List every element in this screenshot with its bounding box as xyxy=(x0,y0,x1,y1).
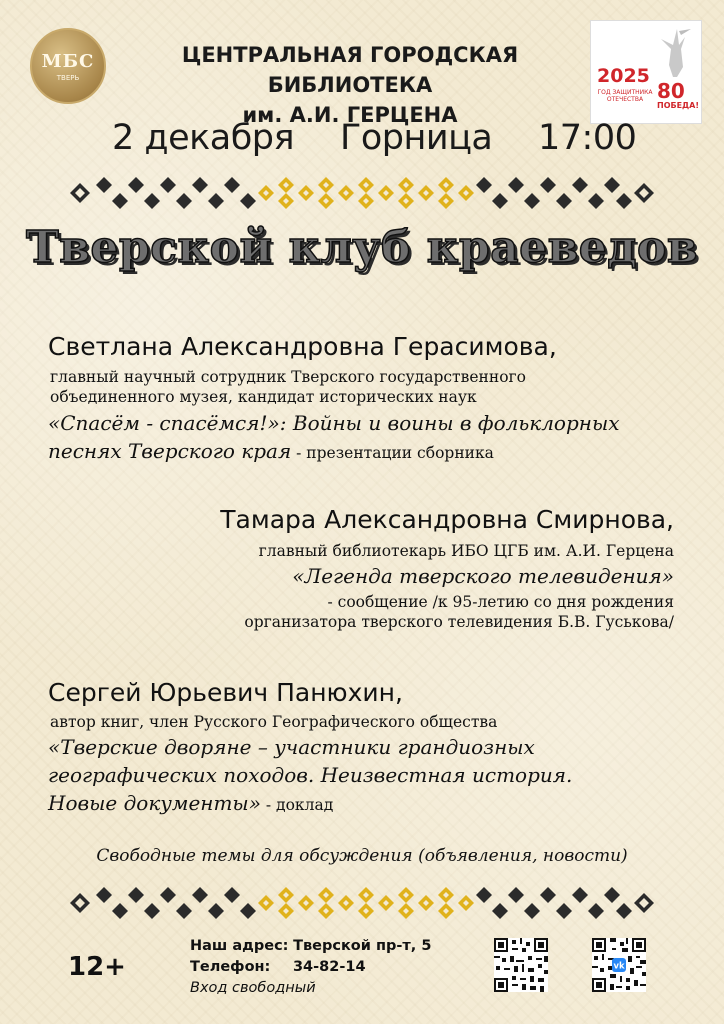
library-name xyxy=(110,40,590,130)
victory-statue-icon xyxy=(655,27,695,79)
speaker-1-talk-type: - презентации сборника xyxy=(291,444,494,462)
contact-block xyxy=(190,936,431,999)
speaker-1-talk-line2 xyxy=(48,438,494,466)
phone-value: 34-82-14 xyxy=(292,959,366,975)
speaker-2-role: главный библиотекарь ИБО ЦГБ им. А.И. Герцена xyxy=(258,542,674,560)
library-logo xyxy=(30,28,106,104)
event-time: 17:00 xyxy=(538,118,637,158)
speaker-2-name: Тамара Александровна Смирнова, xyxy=(220,505,674,534)
logo-mark: МБС xyxy=(41,50,95,72)
speaker-3-talk-line1: «Тверские дворяне – участники грандиозных xyxy=(48,735,535,759)
qr-code-vk[interactable] xyxy=(592,938,646,992)
event-place: Горница xyxy=(340,118,493,158)
speaker-3-talk-line2: географических походов. Неизвестная история. xyxy=(48,763,573,787)
event-date: 2 декабря xyxy=(112,118,295,158)
logo-subtext: ТВЕРЬ xyxy=(56,73,80,82)
address-label: Наш адрес: xyxy=(190,938,289,954)
phone-row xyxy=(190,957,431,978)
ornament-bottom xyxy=(68,886,656,920)
speaker-2-note-line1: - сообщение /к 95-летию со дня рождения xyxy=(327,593,674,611)
qr-code-site[interactable] xyxy=(494,938,548,992)
speaker-3-name: Сергей Юрьевич Панюхин, xyxy=(48,678,403,707)
badge-caption xyxy=(595,89,655,103)
phone-label: Телефон: xyxy=(190,959,271,975)
speaker-3-talk-type: - доклад xyxy=(260,796,334,814)
ornament-top xyxy=(68,176,656,210)
svg-text:vk: vk xyxy=(613,960,625,971)
victory-badge xyxy=(590,20,702,124)
speaker-1-name: Светлана Александровна Герасимова, xyxy=(48,332,557,361)
speaker-2-note-line2: организатора тверского телевидения Б.В. Гуськова/ xyxy=(244,613,674,631)
speaker-1-role-line2: объединенного музея, кандидат исторических наук xyxy=(50,388,477,406)
entry-note: Вход свободный xyxy=(190,980,316,996)
library-name-line1: ЦЕНТРАЛЬНАЯ ГОРОДСКАЯ БИБЛИОТЕКА xyxy=(181,43,519,97)
speaker-1-talk-line1: «Спасём - спасёмся!»: Войны и воины в фольклорных xyxy=(48,411,620,435)
library-name-line2: им. А.И. ГЕРЦЕНА xyxy=(242,103,458,127)
speaker-1-talk-title-end: песнях Тверского края xyxy=(48,439,292,463)
speaker-3-role: автор книг, член Русского Географического общества xyxy=(50,713,498,731)
age-rating: 12+ xyxy=(68,952,126,982)
free-topics: Свободные темы для обсуждения (объявления, новости) xyxy=(96,846,628,866)
badge-anniversary: 80 xyxy=(657,79,685,103)
address-value: Тверской пр-т, 5 xyxy=(293,938,432,954)
badge-year: 2025 xyxy=(597,65,650,87)
speaker-2-talk: «Легенда тверского телевидения» xyxy=(292,564,674,588)
speaker-1-role-line1: главный научный сотрудник Тверского государственного xyxy=(50,368,526,386)
badge-victory: ПОБЕДА! xyxy=(657,101,700,110)
address-row xyxy=(190,936,431,957)
speaker-3-talk-line3 xyxy=(48,790,333,818)
badge-caption-line1: ГОД ЗАЩИТНИКА xyxy=(597,89,653,96)
speaker-3-talk-title-end: Новые документы» xyxy=(48,791,261,815)
event-title: Тверской клуб краеведов xyxy=(26,222,698,273)
badge-caption-line2: ОТЕЧЕСТВА xyxy=(606,96,644,103)
